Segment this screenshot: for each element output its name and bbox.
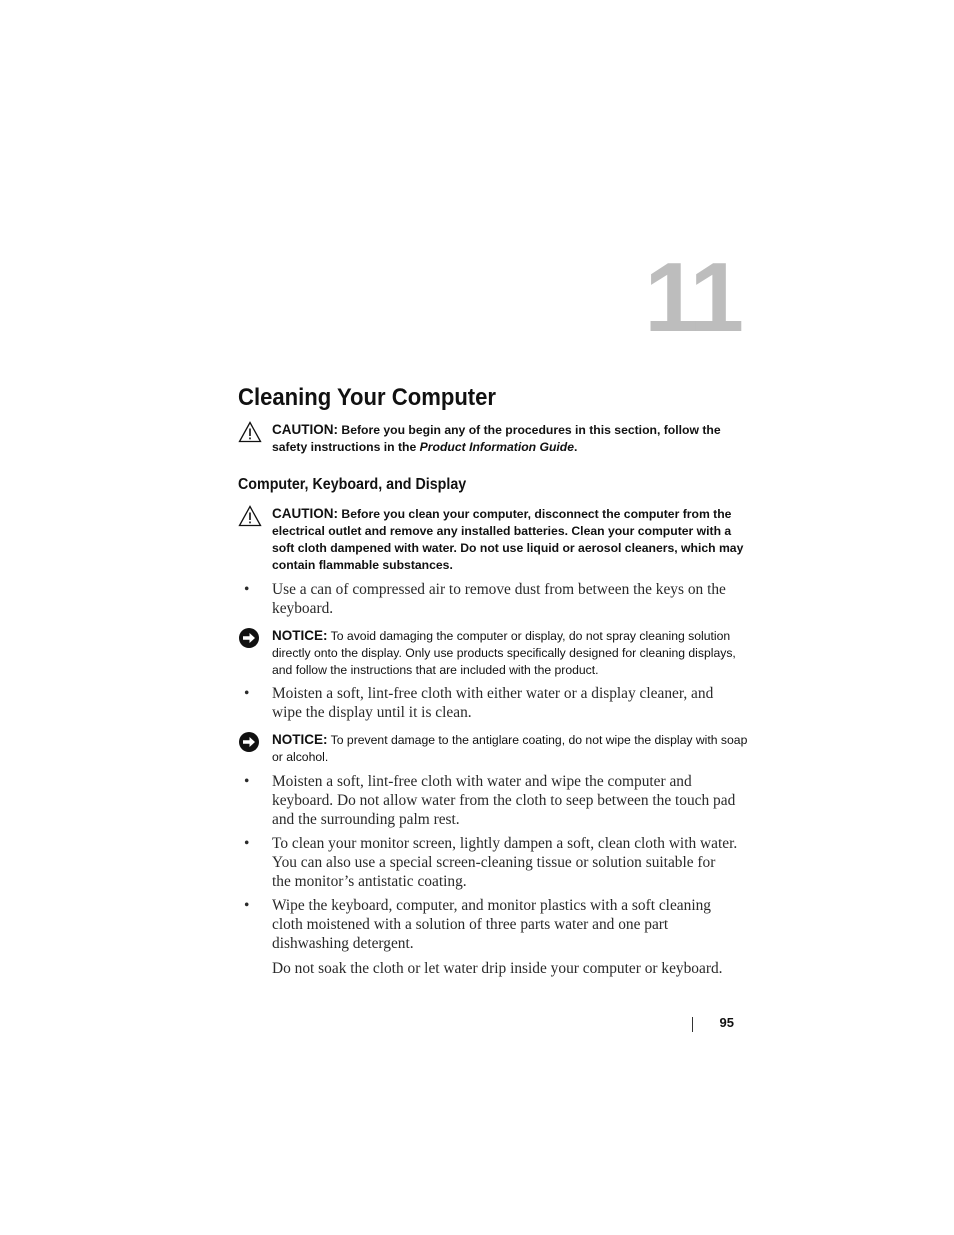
- caution-note: [238, 421, 738, 456]
- bullet-marker: •: [244, 581, 250, 598]
- list-item: [244, 834, 744, 891]
- list-item: [244, 772, 744, 829]
- caution-body: Before you begin any of the procedures in this section, follow the safety instructions in the: [272, 423, 721, 454]
- bullet-marker: •: [244, 773, 250, 790]
- notice-label: NOTICE:: [272, 732, 328, 747]
- notice-note: [238, 627, 738, 679]
- notice-arrow-icon: [238, 731, 262, 753]
- notice-label: NOTICE:: [272, 628, 328, 643]
- bullet-marker: •: [244, 835, 250, 852]
- footer-divider: [692, 1017, 693, 1032]
- closing-paragraph: Do not soak the cloth or let water drip inside your computer or keyboard.: [272, 960, 723, 977]
- list-item-text: Wipe the keyboard, computer, and monitor plastics with a soft cleaning cloth moistened with a solution of three parts water and one part dishwashing detergent.: [272, 897, 711, 952]
- caution-label: CAUTION:: [272, 422, 338, 437]
- list-item-text: Moisten a soft, lint-free cloth with either water or a display cleaner, and wipe the display until it is clean.: [272, 685, 714, 721]
- warning-triangle-icon: [238, 421, 262, 443]
- warning-triangle-icon: [238, 505, 262, 527]
- chapter-number: 11: [644, 242, 740, 352]
- caution-end: .: [574, 440, 578, 454]
- notice-text: [272, 627, 752, 679]
- notice-body: To prevent damage to the antiglare coating, do not wipe the display with soap or alcohol.: [272, 733, 748, 764]
- product-guide-title: Product Information Guide: [419, 440, 575, 454]
- notice-text: [272, 731, 752, 766]
- list-item-text: Moisten a soft, lint-free cloth with water and wipe the computer and keyboard. Do not allow water from the cloth to seep between the touch pad and the surrounding palm rest.: [272, 773, 736, 828]
- page-title: Cleaning Your Computer: [238, 384, 497, 411]
- caution-label: CAUTION:: [272, 506, 338, 521]
- caution-text: [272, 505, 752, 574]
- caution-note: [238, 505, 744, 574]
- list-item: [244, 580, 744, 618]
- notice-arrow-icon: [238, 627, 262, 649]
- notice-note: [238, 731, 748, 766]
- caution-text: [272, 421, 752, 456]
- page-number: 95: [719, 1015, 734, 1030]
- list-item: [244, 684, 744, 722]
- section-heading: Computer, Keyboard, and Display: [238, 476, 467, 493]
- list-item: [244, 896, 744, 953]
- bullet-marker: •: [244, 685, 250, 702]
- list-item-text: Use a can of compressed air to remove dust from between the keys on the keyboard.: [272, 581, 726, 617]
- notice-body: To avoid damaging the computer or display, do not spray cleaning solution directly onto the display. Only use products specifically designed for cleaning displays, and follow the instructions that are included with the product.: [272, 629, 736, 677]
- bullet-marker: •: [244, 897, 250, 914]
- list-item-text: To clean your monitor screen, lightly dampen a soft, clean cloth with water. You can also use a special screen-cleaning tissue or solution suitable for the monitor’s antistatic coating.: [272, 835, 738, 890]
- caution-body: Before you clean your computer, disconnect the computer from the electrical outlet and remove any installed batteries. Clean your computer with a soft cloth dampened with water. Do not use liquid or aerosol cleaners, which may contain flammable substances.: [272, 507, 744, 572]
